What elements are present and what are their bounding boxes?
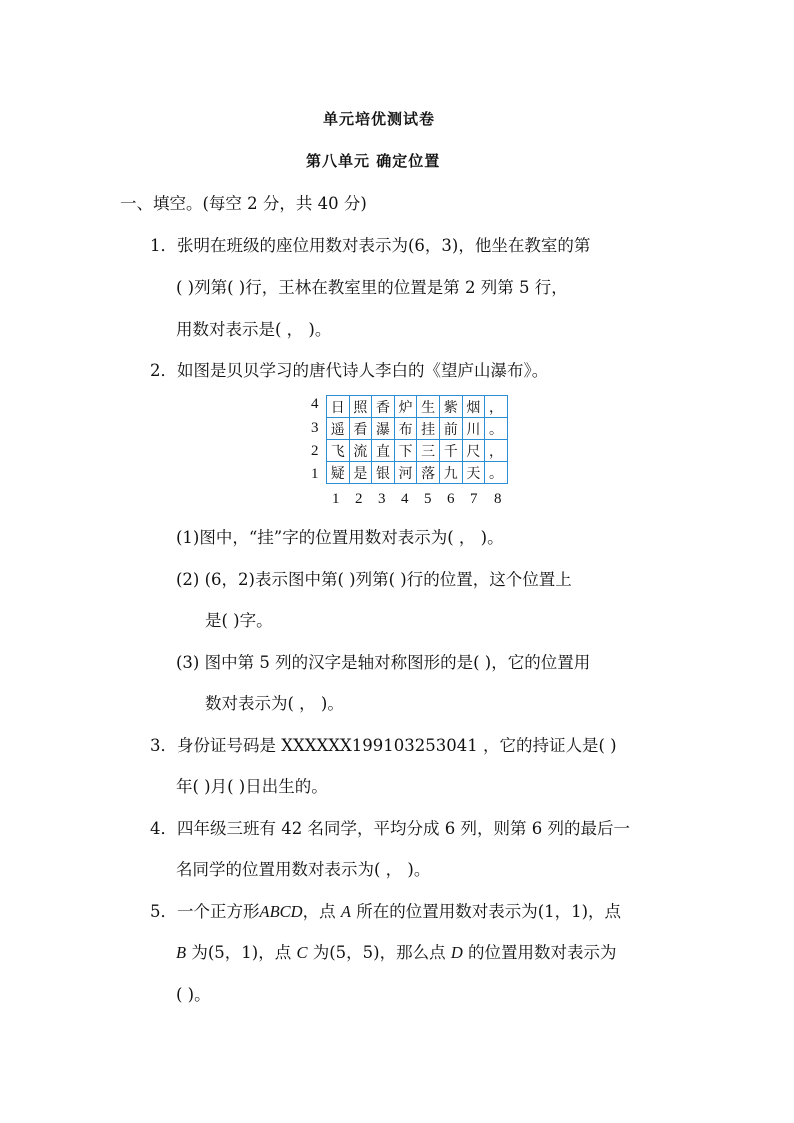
grid-cell: 河 <box>394 462 417 484</box>
grid-cell: 飞 <box>327 440 350 462</box>
column-label: 1 <box>332 491 340 507</box>
q2-sub-1: (1)图中，“挂”字的位置用数对表示为( ， )。 <box>176 528 504 547</box>
grid-row <box>327 396 508 418</box>
grid-cell: 九 <box>439 462 462 484</box>
grid-cell: 挂 <box>417 418 440 440</box>
q2-sub-2-line-1: (2) (6，2)表示图中第( )列第( )行的位置，这个位置上 <box>176 570 572 589</box>
column-label: 2 <box>355 491 363 507</box>
column-label: 8 <box>494 491 502 507</box>
grid-cell: 下 <box>394 440 417 462</box>
grid-cell: 遥 <box>327 418 350 440</box>
grid-cell: 烟 <box>462 396 485 418</box>
q4-line-1: 4．四年级三班有 42 名同学，平均分成 6 列，则第 6 列的最后一 <box>150 819 630 838</box>
grid-row <box>327 440 508 462</box>
grid-row <box>327 418 508 440</box>
section-heading: 一、填空。(每空 2 分，共 40 分) <box>120 194 367 213</box>
poem-grid <box>326 395 508 484</box>
grid-cell: 银 <box>372 462 395 484</box>
row-label: 1 <box>311 466 319 482</box>
grid-cell: 香 <box>372 396 395 418</box>
q2-sub-2-line-2: 是( )字。 <box>205 611 273 630</box>
q5-var-abcd: ABCD <box>259 902 303 921</box>
q5-text: 所在的位置用数对表示为(1，1)，点 <box>356 902 622 921</box>
row-label: 4 <box>311 396 319 412</box>
column-label: 5 <box>424 491 432 507</box>
q1-line-1: 1．张明在班级的座位用数对表示为(6，3)，他坐在教室的第 <box>150 236 591 255</box>
q3-line-2: 年( )月( )日出生的。 <box>176 777 328 796</box>
unit-subtitle: 第八单元 确定位置 <box>306 152 441 170</box>
q5-text: 为(5，1)，点 <box>191 943 292 962</box>
q5-text: 为(5，5)，那么点 <box>312 943 446 962</box>
q5-text: 5．一个正方形 <box>150 902 260 921</box>
grid-cell: 照 <box>349 396 372 418</box>
grid-cell: 是 <box>349 462 372 484</box>
q5-line-1 <box>150 898 621 922</box>
q5-line-3: ( )。 <box>176 985 211 1004</box>
grid-cell: 看 <box>349 418 372 440</box>
grid-cell: 生 <box>417 396 440 418</box>
grid-cell: ， <box>485 396 508 418</box>
q2-sub-3-line-1: (3) 图中第 5 列的汉字是轴对称图形的是( )，它的位置用 <box>176 653 591 672</box>
grid-cell: 炉 <box>394 396 417 418</box>
grid-row <box>327 462 508 484</box>
column-label: 3 <box>378 491 386 507</box>
grid-cell: 。 <box>485 462 508 484</box>
q5-var-d: D <box>450 943 463 962</box>
grid-cell: 布 <box>394 418 417 440</box>
grid-cell: 千 <box>439 440 462 462</box>
q5-text: ，点 <box>302 902 336 921</box>
grid-cell: ， <box>485 440 508 462</box>
page-title: 单元培优测试卷 <box>323 110 436 128</box>
q2-line-1: 2．如图是贝贝学习的唐代诗人李白的《望庐山瀑布》。 <box>150 361 549 380</box>
q2-sub-3-line-2: 数对表示为( ， )。 <box>205 694 344 713</box>
row-label: 3 <box>311 420 319 436</box>
q1-line-2: ( )列第( )行，王林在教室里的位置是第 2 列第 5 行， <box>176 278 568 297</box>
grid-cell: 日 <box>327 396 350 418</box>
q5-var-a: A <box>340 902 351 921</box>
column-label: 6 <box>447 491 455 507</box>
grid-cell: 三 <box>417 440 440 462</box>
q5-var-c: C <box>296 943 308 962</box>
grid-cell: 天 <box>462 462 485 484</box>
row-label: 2 <box>311 443 319 459</box>
grid-cell: 直 <box>372 440 395 462</box>
q3-line-1: 3．身份证号码是 XXXXXX199103253041 ，它的持证人是( ) <box>150 736 617 755</box>
grid-cell: 。 <box>485 418 508 440</box>
grid-cell: 疑 <box>327 462 350 484</box>
grid-cell: 流 <box>349 440 372 462</box>
column-label: 7 <box>470 491 478 507</box>
grid-cell: 川 <box>462 418 485 440</box>
column-label: 4 <box>401 491 409 507</box>
q5-line-2 <box>176 939 617 963</box>
q5-text: 的位置用数对表示为 <box>468 943 617 962</box>
q4-line-2: 名同学的位置用数对表示为( ， )。 <box>176 860 431 879</box>
grid-cell: 紫 <box>439 396 462 418</box>
grid-cell: 前 <box>439 418 462 440</box>
q1-line-3: 用数对表示是( ， )。 <box>176 320 332 339</box>
grid-cell: 尺 <box>462 440 485 462</box>
grid-cell: 瀑 <box>372 418 395 440</box>
grid-cell: 落 <box>417 462 440 484</box>
q5-var-b: B <box>176 943 187 962</box>
